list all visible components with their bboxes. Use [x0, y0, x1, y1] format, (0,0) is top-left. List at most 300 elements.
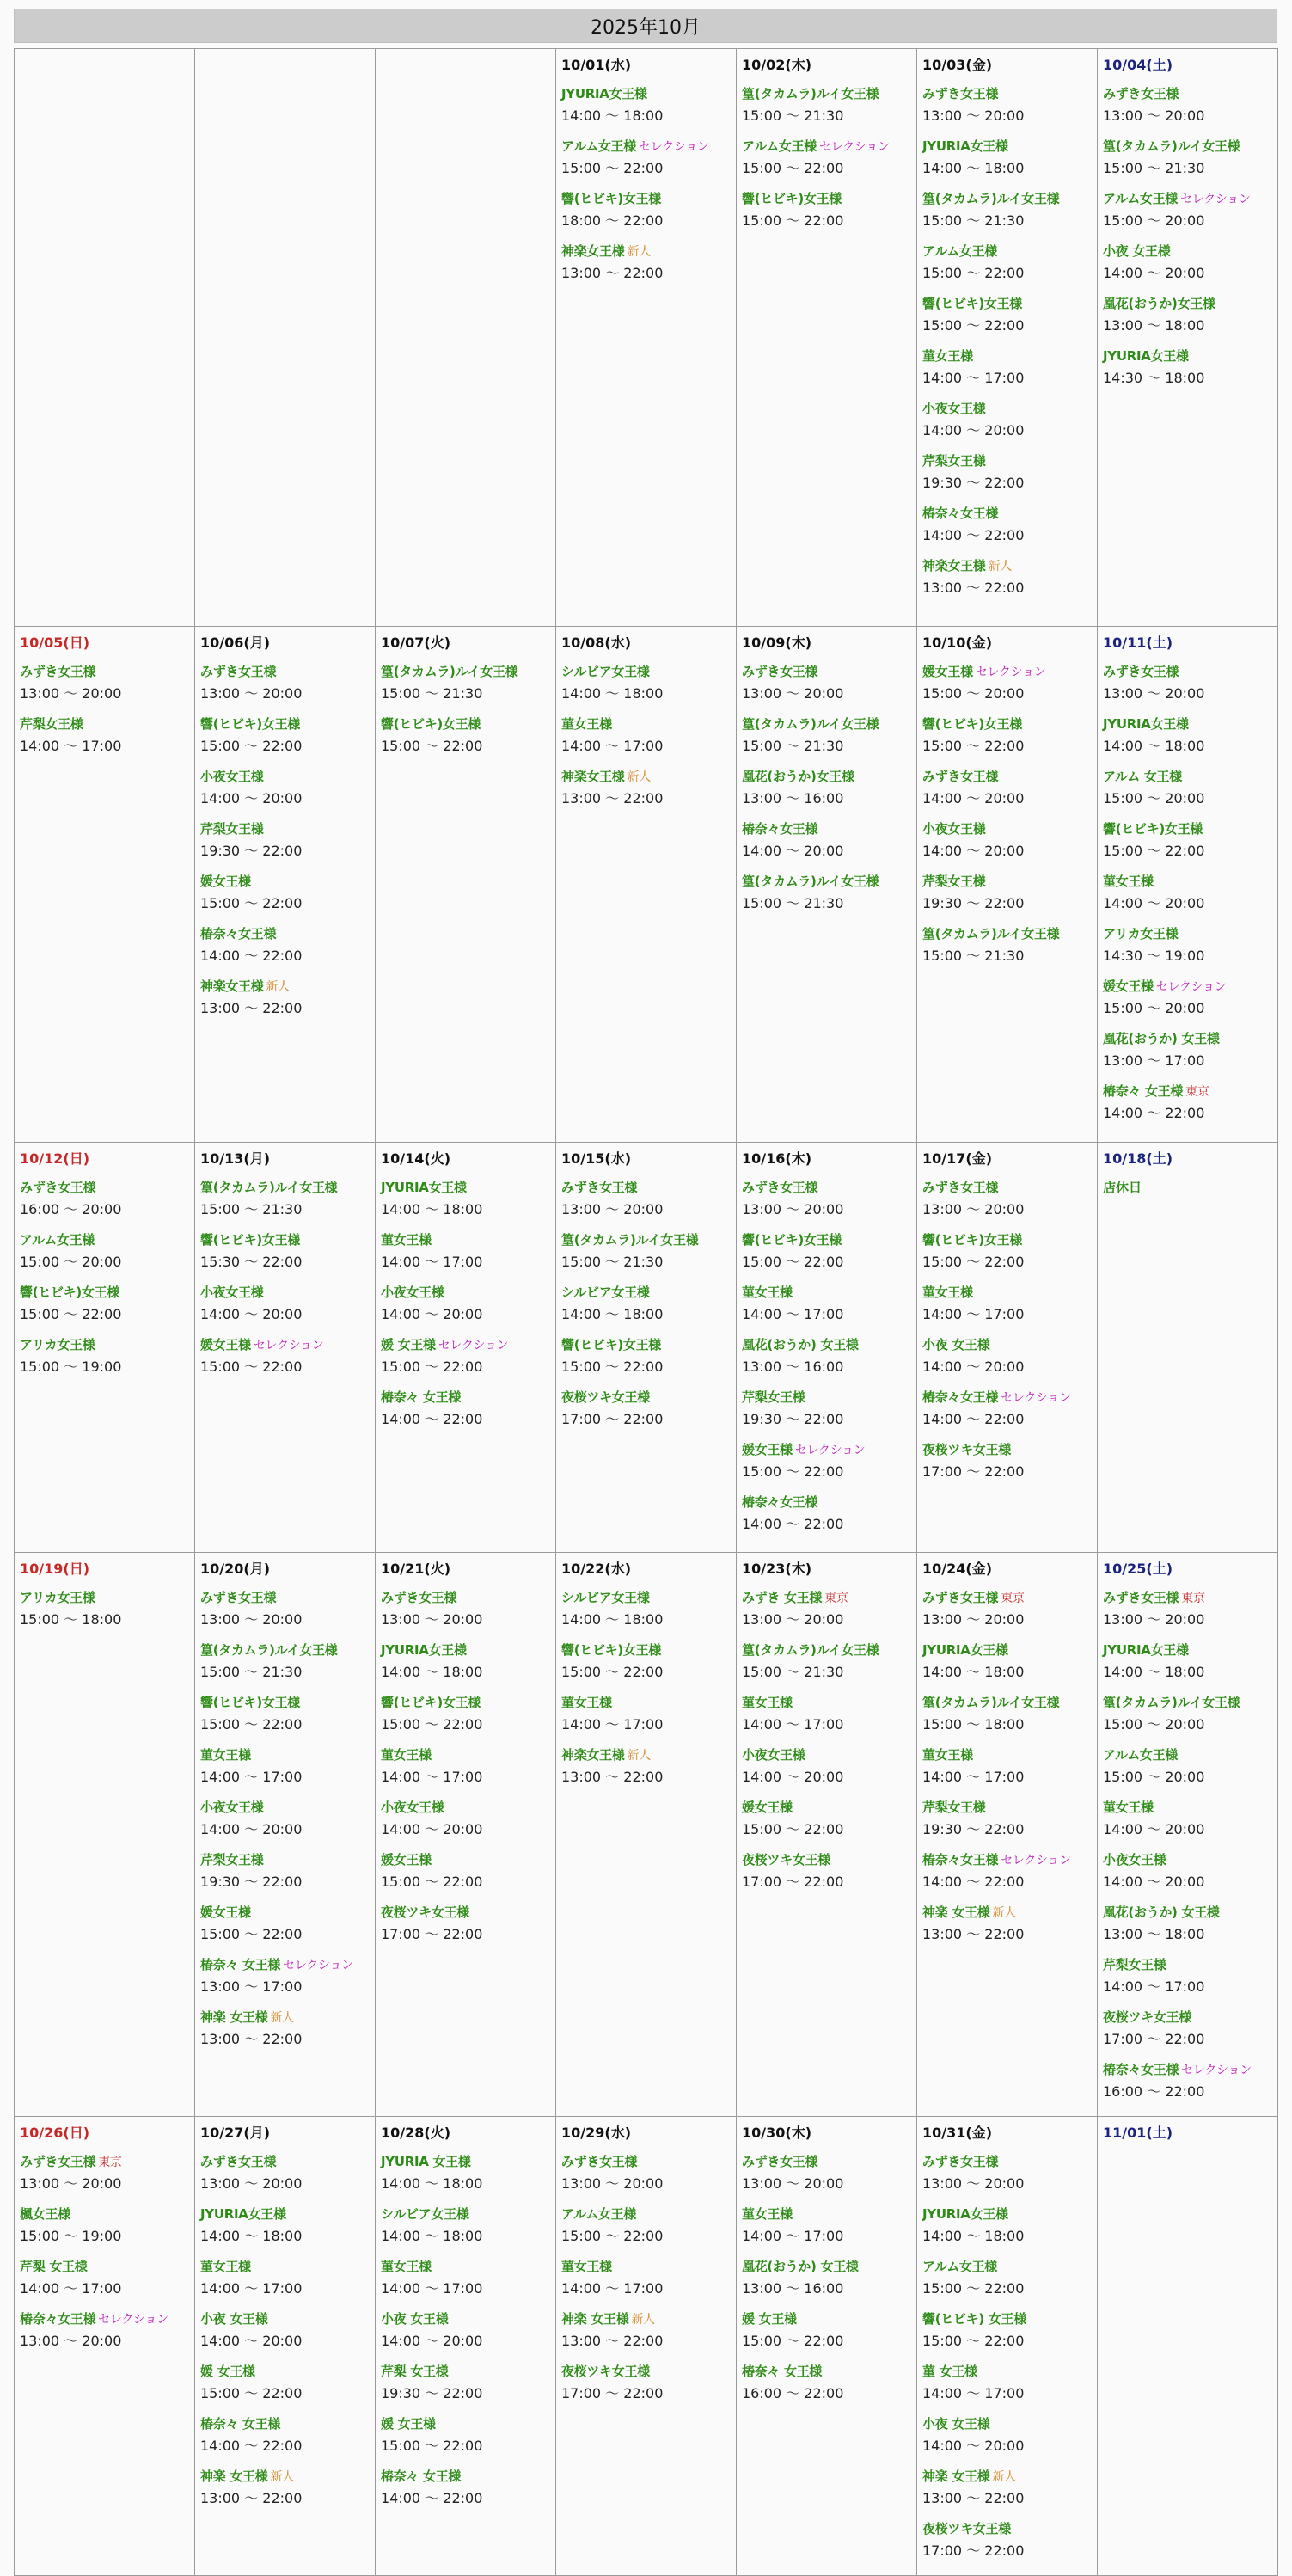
shift-time: 15:00 ～ 22:00	[922, 317, 1025, 334]
day-cell	[556, 2117, 737, 2576]
newcomer-badge: 新人	[270, 2470, 294, 2484]
shift-time: 14:00 ～ 20:00	[922, 2438, 1025, 2454]
staff-name-line	[1103, 1588, 1272, 1606]
staff-name-line	[1103, 819, 1272, 837]
staff-name-line	[200, 1335, 370, 1353]
shift-entry	[1103, 2008, 1272, 2048]
staff-name: みずき女王様	[742, 664, 818, 679]
shift-time: 13:00 ～ 20:00	[200, 685, 303, 702]
shift-entry	[742, 662, 911, 702]
staff-name: JYURIA女王様	[381, 1642, 467, 1658]
staff-name-line	[742, 189, 911, 207]
shift-time: 14:00 ～ 17:00	[1103, 1978, 1205, 1995]
shift-time: 14:00 ～ 20:00	[200, 1306, 303, 1322]
staff-name-line	[922, 1388, 1092, 1406]
shift-entry	[20, 2152, 189, 2193]
day-date: 10/11(土)	[1103, 635, 1173, 651]
staff-name: みずき女王様	[200, 2154, 277, 2169]
staff-name-line	[381, 1850, 550, 1868]
staff-name: 小夜女王様	[1103, 1852, 1166, 1868]
staff-name: 凰花(おうか) 女王様	[1103, 1904, 1220, 1920]
staff-name: 響(ヒビキ)女王様	[20, 1285, 120, 1300]
day-cell	[1098, 1143, 1278, 1553]
shift-time: 19:30 ～ 22:00	[922, 1821, 1025, 1837]
shift-time: 14:30 ～ 19:00	[1103, 948, 1205, 964]
shift-time: 14:00 ～ 17:00	[381, 1769, 483, 1785]
staff-name: 響(ヒビキ)女王様	[742, 191, 842, 206]
staff-name: 小夜女王様	[922, 821, 986, 837]
day-date: 11/01(土)	[1103, 2125, 1173, 2141]
shift-entry	[200, 872, 370, 912]
shift-entry	[381, 1388, 550, 1428]
week-row	[15, 1553, 1278, 2117]
staff-name: シルビア女王様	[381, 2206, 469, 2222]
day-date: 10/28(火)	[381, 2125, 451, 2141]
shift-time: 14:00 ～ 22:00	[200, 2438, 303, 2454]
staff-name: みずき 女王様	[742, 1590, 823, 1605]
staff-name-line	[200, 2362, 370, 2380]
selection-badge: セレクション	[1155, 980, 1227, 994]
day-cell	[15, 1143, 195, 1553]
staff-name: JYURIA女王様	[561, 86, 647, 101]
shift-entry	[561, 1588, 731, 1628]
staff-name: JYURIA女王様	[1103, 1642, 1189, 1658]
staff-name-line	[200, 1850, 370, 1868]
staff-name: 媛 女王様	[742, 2311, 797, 2327]
shift-time: 14:00 ～ 18:00	[381, 1664, 483, 1680]
staff-name-line	[922, 2152, 1092, 2170]
staff-name: 篁(タカムラ)ルイ女王様	[742, 86, 879, 101]
staff-name: 芹梨女王様	[742, 1389, 805, 1405]
day-date: 10/17(金)	[922, 1150, 993, 1167]
selection-badge: セレクション	[98, 2313, 168, 2327]
staff-name: 神楽 女王様	[561, 2311, 629, 2327]
shift-time: 15:00 ～ 18:00	[922, 1716, 1025, 1733]
staff-name: 椿奈々女王様	[922, 506, 999, 521]
shift-time: 15:00 ～ 22:00	[381, 2438, 483, 2454]
shift-entry	[922, 1335, 1092, 1376]
staff-name: 小夜女王様	[200, 1285, 264, 1300]
day-cell	[376, 49, 556, 627]
shift-entry	[1103, 767, 1272, 807]
shift-entry	[922, 1178, 1092, 1218]
staff-name: アリカ女王様	[1103, 926, 1179, 941]
shift-time: 14:00 ～ 22:00	[200, 948, 303, 964]
shift-entry	[922, 189, 1092, 230]
staff-name: 篁(タカムラ)ルイ女王様	[922, 926, 1060, 941]
shift-time: 15:00 ～ 22:00	[200, 2385, 303, 2401]
shift-time: 14:00 ～ 17:00	[922, 370, 1025, 386]
shift-time: 19:30 ～ 22:00	[381, 2385, 483, 2401]
shift-entry	[381, 662, 550, 702]
staff-name-line	[381, 2414, 550, 2432]
shift-time: 14:00 ～ 20:00	[742, 843, 844, 859]
shift-time: 19:30 ～ 22:00	[742, 1411, 844, 1427]
shift-time: 15:00 ～ 22:00	[742, 1821, 844, 1837]
shift-entry	[381, 1588, 550, 1628]
staff-name-line	[922, 924, 1092, 942]
shift-entry	[1103, 1693, 1272, 1733]
shift-entry	[922, 294, 1092, 334]
day-cell	[15, 2117, 195, 2576]
staff-name-line	[922, 451, 1092, 469]
staff-name-line	[20, 2152, 189, 2170]
staff-name: 響(ヒビキ) 女王様	[922, 2311, 1026, 2327]
staff-name: 菫女王様	[381, 1232, 432, 1248]
newcomer-badge: 新人	[627, 770, 651, 784]
staff-name: 響(ヒビキ)女王様	[1103, 821, 1203, 837]
staff-name: 芹梨 女王様	[381, 2364, 449, 2379]
shift-time: 14:00 ～ 17:00	[922, 1306, 1025, 1322]
staff-name: 響(ヒビキ)女王様	[922, 296, 1023, 311]
shift-entry	[200, 1745, 370, 1786]
shift-entry	[922, 556, 1092, 597]
shift-entry	[200, 1230, 370, 1271]
shift-time: 15:00 ～ 22:00	[742, 2333, 844, 2349]
shift-entry	[742, 2205, 911, 2245]
shift-entry	[1103, 715, 1272, 755]
day-date: 10/07(火)	[381, 635, 451, 651]
staff-name: 芹梨女王様	[922, 453, 986, 469]
staff-name: 篁(タカムラ)ルイ女王様	[922, 1695, 1060, 1710]
shift-time: 14:00 ～ 17:00	[20, 2280, 122, 2297]
shift-entry	[561, 1693, 731, 1733]
shift-time: 14:00 ～ 17:00	[742, 2228, 844, 2244]
shift-time: 13:00 ～ 20:00	[922, 2175, 1025, 2192]
shift-entry	[1103, 1641, 1272, 1681]
staff-name-line	[922, 1641, 1092, 1659]
shift-entry	[381, 2309, 550, 2350]
day-date: 10/09(木)	[742, 635, 812, 651]
day-cell	[737, 1143, 917, 1553]
shift-entry	[922, 2257, 1092, 2297]
staff-name: 篁(タカムラ)ルイ女王様	[200, 1180, 338, 1195]
staff-name-line	[20, 2205, 189, 2223]
shift-entry	[1103, 189, 1272, 230]
staff-name-line	[20, 1178, 189, 1196]
shift-time: 15:00 ～ 21:30	[742, 107, 844, 124]
staff-name-line	[20, 1335, 189, 1353]
staff-name-line	[742, 1230, 911, 1248]
staff-name-line	[922, 1335, 1092, 1353]
shift-time: 15:00 ～ 22:00	[561, 160, 664, 176]
staff-name-line	[200, 1641, 370, 1659]
shift-time: 13:00 ～ 22:00	[200, 1000, 303, 1016]
shift-entry	[381, 1693, 550, 1733]
shift-entry	[561, 1283, 731, 1323]
shift-time: 14:00 ～ 20:00	[200, 2333, 303, 2349]
staff-name-line	[742, 1850, 911, 1868]
staff-name-line	[561, 1745, 731, 1763]
staff-name: 夜桜ツキ女王様	[1103, 2009, 1191, 2025]
staff-name: みずき女王様	[922, 769, 999, 784]
staff-name-line	[922, 347, 1092, 365]
shift-entry	[561, 662, 731, 702]
staff-name-line	[742, 1588, 911, 1606]
staff-name: みずき女王様	[200, 664, 277, 679]
staff-name: 夜桜ツキ女王様	[922, 1442, 1011, 1457]
staff-name-line	[922, 1798, 1092, 1816]
shift-entry	[742, 1178, 911, 1218]
shift-time: 15:00 ～ 20:00	[1103, 1716, 1205, 1733]
shift-entry	[922, 84, 1092, 125]
shift-entry	[200, 2362, 370, 2402]
staff-name-line	[20, 2257, 189, 2275]
staff-name: 篁(タカムラ)ルイ女王様	[1103, 1695, 1240, 1710]
shift-entry	[922, 1641, 1092, 1681]
staff-name-line	[200, 977, 370, 995]
shift-time: 14:00 ～ 20:00	[922, 422, 1025, 439]
staff-name-line	[200, 1230, 370, 1248]
staff-name-line	[561, 1230, 731, 1248]
shift-time: 13:00 ～ 16:00	[742, 2280, 844, 2297]
shift-entry	[200, 1955, 370, 1996]
staff-name: 菫女王様	[922, 348, 973, 364]
selection-badge: セレクション	[639, 140, 709, 154]
shift-entry	[922, 819, 1092, 860]
shift-time: 14:00 ～ 17:00	[561, 1716, 664, 1733]
shift-entry	[922, 2519, 1092, 2560]
shift-entry	[200, 1693, 370, 1733]
shift-entry	[381, 1230, 550, 1271]
staff-name: アリカ女王様	[20, 1337, 95, 1352]
shift-entry	[922, 1850, 1092, 1891]
staff-name: 小夜女王様	[200, 769, 264, 784]
staff-name-line	[561, 2362, 731, 2380]
staff-name-line	[381, 1178, 550, 1196]
shift-time: 15:00 ～ 21:30	[200, 1664, 303, 1680]
shift-time: 13:00 ～ 20:00	[922, 1201, 1025, 1217]
staff-name: アリカ女王様	[20, 1590, 95, 1605]
shift-time: 15:00 ～ 22:00	[742, 212, 844, 229]
shift-entry	[200, 2008, 370, 2048]
staff-name: 凰花(おうか) 女王様	[742, 2259, 859, 2274]
staff-name-line	[381, 1798, 550, 1816]
staff-name: 媛女王様	[381, 1852, 432, 1868]
staff-name-line	[381, 2467, 550, 2485]
staff-name-line	[742, 1440, 911, 1458]
day-cell	[376, 1553, 556, 2117]
staff-name: 夜桜ツキ女王様	[381, 1904, 469, 1920]
shift-time: 15:30 ～ 22:00	[200, 1254, 303, 1270]
shift-entry	[922, 924, 1092, 965]
staff-name-line	[561, 2309, 731, 2328]
newcomer-badge: 新人	[992, 2470, 1016, 2484]
staff-name-line	[922, 556, 1092, 574]
staff-name-line	[561, 189, 731, 207]
staff-name: JYURIA女王様	[922, 2206, 1008, 2222]
staff-name-line	[381, 2152, 550, 2170]
day-cell	[195, 1553, 376, 2117]
shift-time: 15:00 ～ 22:00	[200, 738, 303, 754]
shift-time: 15:00 ～ 22:00	[200, 895, 303, 911]
shift-time: 14:30 ～ 18:00	[1103, 370, 1205, 386]
shift-time: 14:00 ～ 22:00	[922, 1411, 1025, 1427]
shift-time: 15:00 ～ 20:00	[1103, 212, 1205, 229]
shift-entry	[1103, 242, 1272, 282]
shift-entry	[200, 977, 370, 1017]
shift-entry	[20, 715, 189, 755]
staff-name-line	[20, 715, 189, 733]
staff-name: 芹梨女王様	[1103, 1957, 1166, 1972]
shift-time: 15:00 ～ 22:00	[200, 1926, 303, 1942]
day-cell	[15, 1553, 195, 2117]
shift-time: 14:00 ～ 20:00	[200, 790, 303, 807]
staff-name-line	[922, 1283, 1092, 1301]
schedule-calendar	[14, 48, 1278, 2576]
day-cell	[1098, 1553, 1278, 2117]
shift-time: 15:00 ～ 22:00	[561, 1359, 664, 1375]
shift-entry	[1103, 1082, 1272, 1122]
shift-entry	[200, 1283, 370, 1323]
shift-time: 19:30 ～ 22:00	[922, 895, 1025, 911]
shift-time: 13:00 ～ 22:00	[922, 580, 1025, 596]
shift-time: 13:00 ～ 20:00	[20, 2333, 122, 2349]
shift-time: 13:00 ～ 20:00	[922, 107, 1025, 124]
shift-time: 15:00 ～ 22:00	[922, 265, 1025, 281]
day-date: 10/31(金)	[922, 2125, 993, 2141]
shift-time: 13:00 ～ 20:00	[20, 685, 122, 702]
staff-name-line	[1103, 715, 1272, 733]
day-date: 10/10(金)	[922, 635, 993, 651]
shift-time: 14:00 ～ 20:00	[1103, 1821, 1205, 1837]
shift-time: 14:00 ～ 20:00	[200, 1821, 303, 1837]
shift-time: 14:00 ～ 22:00	[922, 527, 1025, 543]
day-cell	[556, 1553, 737, 2117]
staff-name: アルム女王様	[561, 138, 637, 154]
shift-time: 14:00 ～ 22:00	[381, 2490, 483, 2506]
staff-name-line	[20, 1283, 189, 1301]
shift-time: 13:00 ～ 16:00	[742, 790, 844, 807]
shift-entry	[561, 1641, 731, 1681]
staff-name: 楓女王様	[20, 2206, 70, 2222]
staff-name-line	[200, 2152, 370, 2170]
selection-badge: セレクション	[794, 1444, 866, 1457]
staff-name: 凰花(おうか)女王様	[742, 769, 854, 784]
staff-name: JYURIA 女王様	[381, 2154, 471, 2169]
week-row	[15, 1143, 1278, 1553]
shift-time: 15:00 ～ 20:00	[1103, 1769, 1205, 1785]
shift-time: 14:00 ～ 17:00	[561, 2280, 664, 2297]
shift-entry	[922, 504, 1092, 544]
staff-name-line	[1103, 2008, 1272, 2026]
shift-time: 15:00 ～ 22:00	[922, 2280, 1025, 2297]
shift-entry	[20, 1178, 189, 1218]
staff-name: みずき女王様	[561, 2154, 638, 2169]
staff-name-line	[742, 662, 911, 680]
staff-name-line	[742, 1745, 911, 1763]
shift-time: 14:00 ～ 18:00	[561, 1306, 664, 1322]
staff-name-line	[200, 2008, 370, 2026]
staff-name-line	[381, 1335, 550, 1353]
shift-entry	[381, 715, 550, 755]
selection-badge: セレクション	[819, 140, 890, 154]
newcomer-badge: 新人	[988, 560, 1012, 573]
selection-badge: セレクション	[283, 1959, 353, 1972]
staff-name: 菫女王様	[922, 1747, 973, 1763]
staff-name-line	[922, 2414, 1092, 2432]
day-cell	[195, 2117, 376, 2576]
newcomer-badge: 新人	[631, 2313, 655, 2327]
shift-time: 15:00 ～ 22:00	[922, 2333, 1025, 2349]
staff-name: 菫女王様	[381, 1747, 432, 1763]
shift-entry	[381, 1798, 550, 1838]
staff-name-line	[561, 662, 731, 680]
staff-name-line	[381, 2362, 550, 2380]
staff-name: 神楽女王様	[561, 1747, 625, 1763]
day-cell	[737, 2117, 917, 2576]
staff-name: 神楽 女王様	[200, 2469, 268, 2484]
shift-entry	[200, 1798, 370, 1838]
staff-name: 椿奈々女王様	[200, 926, 277, 941]
staff-name: 神楽女王様	[922, 558, 986, 573]
shift-time: 14:00 ～ 18:00	[200, 2228, 303, 2244]
staff-name: 椿奈々 女王様	[200, 2416, 281, 2432]
staff-name: 媛女王様	[742, 1442, 793, 1457]
shift-entry	[1103, 1745, 1272, 1786]
staff-name: 響(ヒビキ)女王様	[561, 1337, 662, 1352]
staff-name: 椿奈々 女王様	[381, 2469, 462, 2484]
day-date: 10/25(土)	[1103, 1561, 1173, 1577]
shift-entry	[561, 2257, 731, 2297]
shift-entry	[561, 2362, 731, 2402]
staff-name-line	[742, 1283, 911, 1301]
shift-entry	[922, 1693, 1092, 1733]
staff-name: 凰花(おうか)女王様	[1103, 296, 1215, 311]
shift-entry	[200, 1903, 370, 1943]
shift-entry	[1103, 977, 1272, 1017]
shift-entry	[742, 1798, 911, 1838]
staff-name-line	[20, 1230, 189, 1248]
staff-name: シルビア女王様	[561, 1285, 650, 1300]
staff-name-line	[20, 2309, 189, 2328]
shift-entry	[200, 662, 370, 702]
shift-entry	[381, 2362, 550, 2402]
staff-name-line	[922, 872, 1092, 890]
staff-name: アルム女王様	[1103, 1747, 1179, 1763]
staff-name: 媛女王様	[200, 1337, 251, 1352]
staff-name-line	[1103, 977, 1272, 995]
shift-time: 14:00 ～ 20:00	[922, 1359, 1025, 1375]
shift-entry	[200, 819, 370, 860]
shift-entry	[200, 2414, 370, 2455]
shift-time: 14:00 ～ 22:00	[742, 1516, 844, 1532]
shift-entry	[561, 767, 731, 807]
staff-name: 椿奈々女王様	[922, 1852, 999, 1868]
shift-time: 14:00 ～ 17:00	[561, 738, 664, 754]
staff-name-line	[742, 2309, 911, 2328]
shift-time: 13:00 ～ 20:00	[200, 1611, 303, 1628]
shift-entry	[922, 242, 1092, 282]
staff-name: みずき女王様	[561, 1180, 638, 1195]
staff-name-line	[1103, 1850, 1272, 1868]
shift-time: 14:00 ～ 20:00	[381, 1821, 483, 1837]
staff-name: 椿奈々女王様	[922, 1389, 999, 1405]
staff-name-line	[561, 1693, 731, 1711]
shift-entry	[561, 2152, 731, 2193]
shift-entry	[742, 1283, 911, 1323]
shift-entry	[742, 1388, 911, 1428]
day-cell	[195, 627, 376, 1143]
shift-entry	[1103, 662, 1272, 702]
shift-entry	[742, 84, 911, 125]
staff-name: 媛女王様	[922, 664, 973, 679]
day-date: 10/18(土)	[1103, 1150, 1173, 1167]
shift-time: 14:00 ～ 18:00	[1103, 738, 1205, 754]
staff-name-line	[742, 767, 911, 785]
staff-name: 夜桜ツキ女王様	[561, 1389, 650, 1405]
shift-time: 14:00 ～ 17:00	[742, 1306, 844, 1322]
